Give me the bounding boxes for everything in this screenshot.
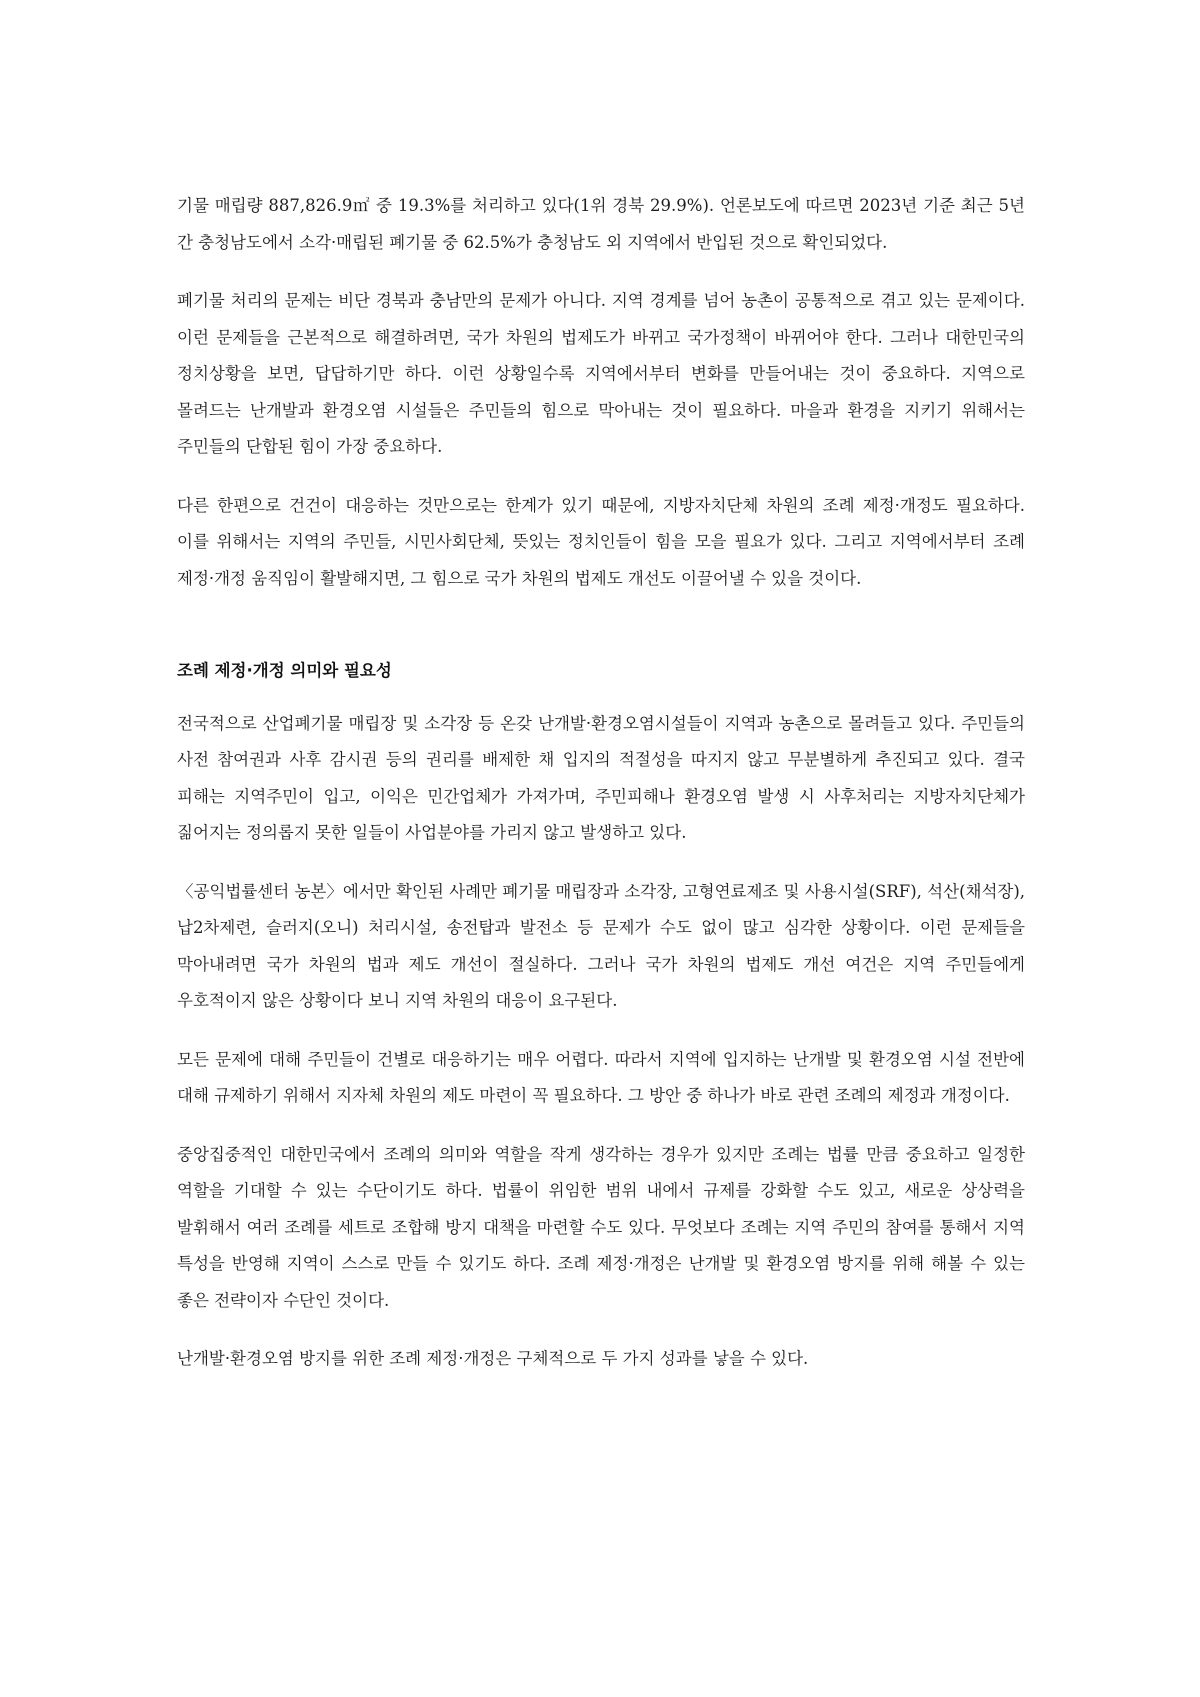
document-page [177, 188, 1025, 1378]
paragraph-nationwide-facilities: 전국적으로 산업폐기물 매립장 및 소각장 등 온갖 난개발·환경오염시설들이 지역과 농촌으로 몰려들고 있다. 주민들의 사전 참여권과 사후 감시권 등의 권리를 배제한 채 입지의 적절성을 따지지 않고 무분별하게 추진되고 있다. 결국 피해는 지역주민이 입고, 이익은 민간업체가 가져가며, 주민피해나 환경오염 발생 시 사후처리는 지방자치단체가 짊어지는 정의롭지 못한 일들이 사업분야를 가리지 않고 발생하고 있다. [177, 713, 1025, 842]
paragraph-local-regulation: 모든 문제에 대해 주민들이 건별로 대응하기는 매우 어렵다. 따라서 지역에 입지하는 난개발 및 환경오염 시설 전반에 대해 규제하기 위해서 지자체 차원의 제도 마련이 꼭 필요하다. 그 방안 중 하나가 바로 관련 조례의 제정과 개정이다. [177, 1049, 1025, 1105]
paragraph-two-outcomes: 난개발·환경오염 방지를 위한 조례 제정·개정은 구체적으로 두 가지 성과를 낳을 수 있다. [177, 1349, 809, 1368]
paragraph-ordinance-need: 다른 한편으로 건건이 대응하는 것만으로는 한계가 있기 때문에, 지방자치단체 차원의 조례 제정·개정도 필요하다. 이를 위해서는 지역의 주민들, 시민사회단체, 뜻있는 정치인들이 힘을 모을 필요가 있다. 그리고 지역에서부터 조례 제정·개정 움직임이 활발해지면, 그 힘으로 국가 차원의 법제도 개선도 이끌어낼 수 있을 것이다. [177, 495, 1025, 588]
paragraph-waste-problem: 폐기물 처리의 문제는 비단 경북과 충남만의 문제가 아니다. 지역 경계를 넘어 농촌이 공통적으로 겪고 있는 문제이다. 이런 문제들을 근본적으로 해결하려면, 국가 차원의 법제도가 바뀌고 국가정책이 바뀌어야 한다. 그러나 대한민국의 정치상황을 보면, 답답하기만 하다. 이런 상황일수록 지역에서부터 변화를 만들어내는 것이 중요하다. 지역으로 몰려드는 난개발과 환경오염 시설들은 주민들의 힘으로 막아내는 것이 필요하다. 마을과 환경을 지키기 위해서는 주민들의 단합된 힘이 가장 중요하다. [177, 291, 1025, 456]
paragraph-case-examples: 〈공익법률센터 농본〉에서만 확인된 사례만 폐기물 매립장과 소각장, 고형연료제조 및 사용시설(SRF), 석산(채석장), 납2차제련, 슬러지(오니) 처리시설, 송전탑과 발전소 등 문제가 수도 없이 많고 심각한 상황이다. 이런 문제들을 막아내려면 국가 차원의 법과 제도 개선이 절실하다. 그러나 국가 차원의 법제도 개선 여건은 지역 주민들에게 우호적이지 않은 상황이다 보니 지역 차원의 대응이 요구된다. [177, 881, 1026, 1010]
paragraph-ordinance-role: 중앙집중적인 대한민국에서 조례의 의미와 역할을 작게 생각하는 경우가 있지만 조례는 법률 만큼 중요하고 일정한 역할을 기대할 수 있는 수단이기도 하다. 법률이 위임한 범위 내에서 규제를 강화할 수도 있고, 새로운 상상력을 발휘해서 여러 조례를 세트로 조합해 방지 대책을 마련할 수도 있다. 무엇보다 조례는 지역 주민의 참여를 통해서 지역 특성을 반영해 지역이 스스로 만들 수 있기도 하다. 조례 제정·개정은 난개발 및 환경오염 방지를 위해 해볼 수 있는 좋은 전략이자 수단인 것이다. [177, 1144, 1025, 1310]
section-heading: 조례 제정·개정 의미와 필요성 [177, 661, 392, 680]
paragraph-waste-statistics: 기물 매립량 887,826.9㎡ 중 19.3%를 처리하고 있다(1위 경북 29.9%). 언론보도에 따르면 2023년 기준 최근 5년 간 충청남도에서 소각·매립된 폐기물 중 62.5%가 충청남도 외 지역에서 반입된 것으로 확인되었다. [177, 196, 1025, 252]
